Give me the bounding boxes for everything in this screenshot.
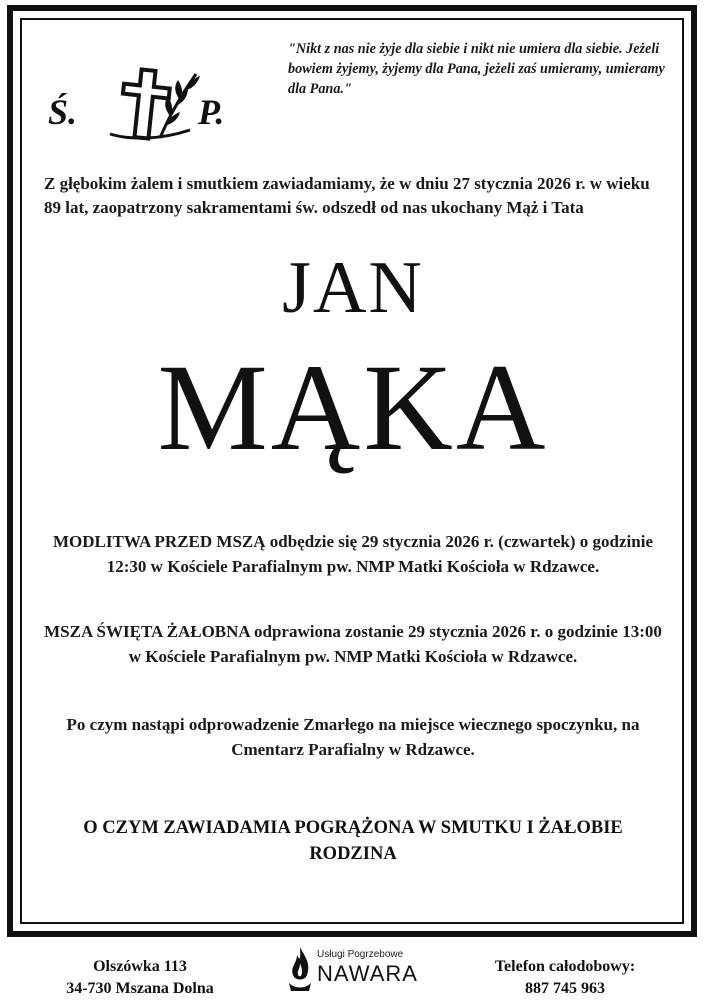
prayer-text: odbędzie się 29 stycznia 2026 r. (czwartek) o godzinie 12:30 w Kościele Parafialnym pw. NMP Matki Kościoła w Rdzawce. — [106, 532, 653, 576]
mass-text: odprawiona zostanie 29 stycznia 2026 r. o godzinie 13:00 w Kościele Parafialnym pw. NMP Matki Kościoła w Rdzawce. — [128, 622, 662, 666]
prayer-lead: MODLITWA PRZED MSZĄ — [52, 532, 266, 551]
closing-statement — [40, 815, 666, 867]
bible-quote: "Nikt z nas nie żyje dla siebie i nikt nie umiera dla siebie. Jeżeli bowiem żyjemy, żyjemy dla Pana, jeżeli zaś umieramy, umieramy dla Pana." — [288, 41, 665, 97]
closing-line-1: O CZYM ZAWIADAMIA POGRĄŻONA W SMUTKU I ŻAŁOBIE — [83, 818, 623, 838]
address-line-2: 34-730 Mszana Dolna — [66, 980, 214, 997]
sp-letter-p: P. — [198, 92, 225, 132]
first-name: JAN — [282, 247, 424, 329]
sp-emblem — [48, 64, 248, 144]
funeral-home-logo — [285, 943, 425, 995]
footer-address — [45, 956, 235, 1000]
phone-label: Telefon całodobowy: — [494, 958, 636, 975]
footer-phone — [470, 956, 660, 1000]
burial-paragraph: Po czym nastąpi odprowadzenie Zmarłego na miejsce wiecznego spoczynku, na Cmentarz Parafialny w Rdzawce. — [66, 715, 640, 759]
phone-number: 887 745 963 — [525, 980, 605, 997]
last-name: MĄKA — [157, 339, 549, 476]
prayer-paragraph — [40, 529, 666, 579]
sp-letter-s: Ś. — [48, 92, 78, 132]
logo-name: NAWARA — [317, 961, 418, 986]
address-line-1: Olszówka 113 — [93, 958, 187, 975]
mass-paragraph — [40, 619, 666, 669]
intro-text: Z głębokim żalem i smutkiem zawiadamiamy, że w dniu 27 stycznia 2026 r. w wieku 89 lat, zaopatrzony sakramentami św. odszedł od nas ukochany Mąż i Tata — [44, 174, 650, 217]
closing-line-2: RODZINA — [309, 844, 397, 864]
mass-lead: MSZA ŚWIĘTA ŻAŁOBNA — [44, 622, 250, 641]
logo-subtitle: Usługi Pogrzebowe — [317, 949, 404, 960]
flame-icon — [285, 943, 315, 995]
